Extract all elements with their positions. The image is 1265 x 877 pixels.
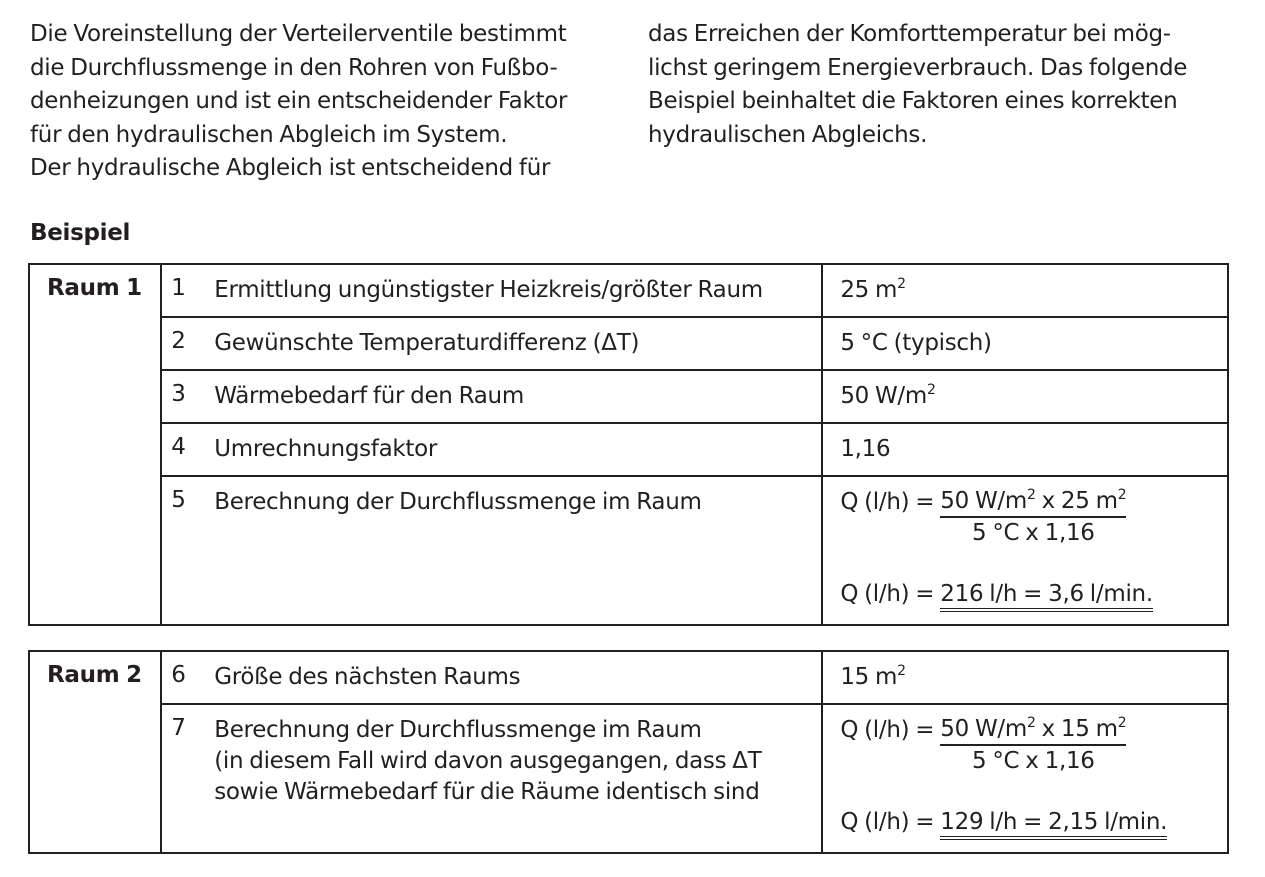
intro-line: das Erreichen der Komforttemperatur bei mög- bbox=[648, 21, 1171, 47]
step-cell bbox=[161, 317, 822, 370]
value-text: 1,16 bbox=[840, 436, 891, 462]
superscript: 2 bbox=[1026, 715, 1036, 731]
intro-line: Beispiel beinhaltet die Faktoren eines korrekten bbox=[648, 88, 1178, 114]
room-label: Raum 1 bbox=[29, 264, 161, 625]
step-cell bbox=[161, 423, 822, 476]
step-cell bbox=[161, 476, 822, 625]
superscript: 2 bbox=[1026, 487, 1036, 503]
formula-result-line bbox=[840, 579, 1227, 612]
formula-result: 216 l/h = 3,6 l/min. bbox=[940, 580, 1153, 612]
superscript: 2 bbox=[897, 276, 906, 292]
calc-table-raum-1 bbox=[28, 263, 1229, 626]
intro-line: hydraulischen Abgleichs. bbox=[648, 121, 928, 148]
intro-column-left bbox=[30, 18, 606, 186]
superscript: 2 bbox=[1117, 715, 1127, 731]
intro-line: lichst geringem Energieverbrauch. Das folgende bbox=[648, 54, 1188, 81]
superscript: 2 bbox=[1117, 487, 1127, 503]
formula-numerator bbox=[940, 715, 1126, 746]
step-number: 6 bbox=[171, 662, 186, 688]
value-text: 50 W/m bbox=[840, 383, 927, 409]
formula-fraction bbox=[940, 487, 1126, 549]
formula-result-line bbox=[840, 807, 1227, 840]
result-lhs: Q (l/h) = bbox=[840, 581, 941, 607]
intro-text bbox=[30, 18, 1230, 186]
numerator-part: 50 W/m bbox=[940, 716, 1027, 742]
value-cell bbox=[822, 264, 1228, 317]
step-text bbox=[162, 705, 821, 808]
step-number: 7 bbox=[171, 715, 186, 741]
step-text: Berechnung der Durchflussmenge im Raum bbox=[214, 489, 702, 515]
intro-column-right bbox=[648, 18, 1224, 186]
step-number: 1 bbox=[171, 275, 186, 301]
table-row bbox=[29, 317, 1228, 370]
step-text: Wärmebedarf für den Raum bbox=[214, 383, 524, 409]
step-number: 3 bbox=[171, 381, 186, 407]
step-text: Ermittlung ungünstigster Heizkreis/größter Raum bbox=[214, 277, 763, 303]
formula-result: 129 l/h = 2,15 l/min. bbox=[940, 808, 1167, 840]
step-text-line: sowie Wärmebedarf für die Räume identisch sind bbox=[214, 779, 760, 805]
step-text: Umrechnungsfaktor bbox=[214, 436, 438, 462]
section-title: Beispiel bbox=[30, 220, 131, 246]
result-lhs: Q (l/h) = bbox=[840, 809, 941, 835]
intro-line: Der hydraulische Abgleich ist entscheidend für bbox=[30, 155, 551, 181]
formula-denominator: 5 °C x 1,16 bbox=[971, 748, 1095, 774]
value-cell bbox=[822, 651, 1228, 704]
numerator-part: x 15 m bbox=[1035, 716, 1118, 742]
intro-line: für den hydraulischen Abgleich im System. bbox=[30, 121, 508, 148]
table-row bbox=[29, 264, 1228, 317]
step-number: 4 bbox=[171, 434, 186, 460]
flow-formula bbox=[840, 487, 1227, 549]
step-cell bbox=[161, 264, 822, 317]
intro-line: die Durchflussmenge in den Rohren von Fußbo- bbox=[30, 54, 558, 81]
value-cell bbox=[822, 370, 1228, 423]
table-row bbox=[29, 423, 1228, 476]
step-number: 2 bbox=[171, 328, 186, 354]
value-cell bbox=[822, 317, 1228, 370]
value-text: 25 m bbox=[840, 277, 898, 303]
formula-lhs: Q (l/h) = bbox=[840, 717, 941, 743]
formula-cell bbox=[822, 704, 1228, 853]
value-text: 15 m bbox=[840, 664, 898, 690]
superscript: 2 bbox=[897, 663, 906, 679]
flow-formula bbox=[840, 715, 1227, 777]
step-text-line: Berechnung der Durchflussmenge im Raum bbox=[214, 717, 702, 743]
formula-numerator bbox=[940, 487, 1126, 518]
calc-table-raum-2 bbox=[28, 650, 1229, 854]
formula-denominator: 5 °C x 1,16 bbox=[971, 520, 1095, 546]
numerator-part: x 25 m bbox=[1035, 488, 1118, 514]
step-cell bbox=[161, 651, 822, 704]
table-row bbox=[29, 370, 1228, 423]
step-text-line: (in diesem Fall wird davon ausgegangen, dass ΔT bbox=[214, 748, 762, 774]
table-row bbox=[29, 704, 1228, 853]
value-text: 5 °C (typisch) bbox=[840, 330, 992, 356]
superscript: 2 bbox=[927, 382, 936, 398]
intro-line: denheizungen und ist ein entscheidender Faktor bbox=[30, 88, 568, 114]
table-row bbox=[29, 651, 1228, 704]
step-cell bbox=[161, 704, 822, 853]
formula-lhs: Q (l/h) = bbox=[840, 489, 941, 515]
room-label: Raum 2 bbox=[29, 651, 161, 853]
numerator-part: 50 W/m bbox=[940, 488, 1027, 514]
step-number: 5 bbox=[171, 487, 186, 513]
table-row bbox=[29, 476, 1228, 625]
formula-cell bbox=[822, 476, 1228, 625]
intro-line: Die Voreinstellung der Verteilerventile bestimmt bbox=[30, 21, 567, 47]
step-cell bbox=[161, 370, 822, 423]
step-text: Gewünschte Temperaturdifferenz (ΔT) bbox=[214, 330, 640, 356]
step-text: Größe des nächsten Raums bbox=[214, 664, 521, 690]
formula-fraction bbox=[940, 715, 1126, 777]
value-cell bbox=[822, 423, 1228, 476]
